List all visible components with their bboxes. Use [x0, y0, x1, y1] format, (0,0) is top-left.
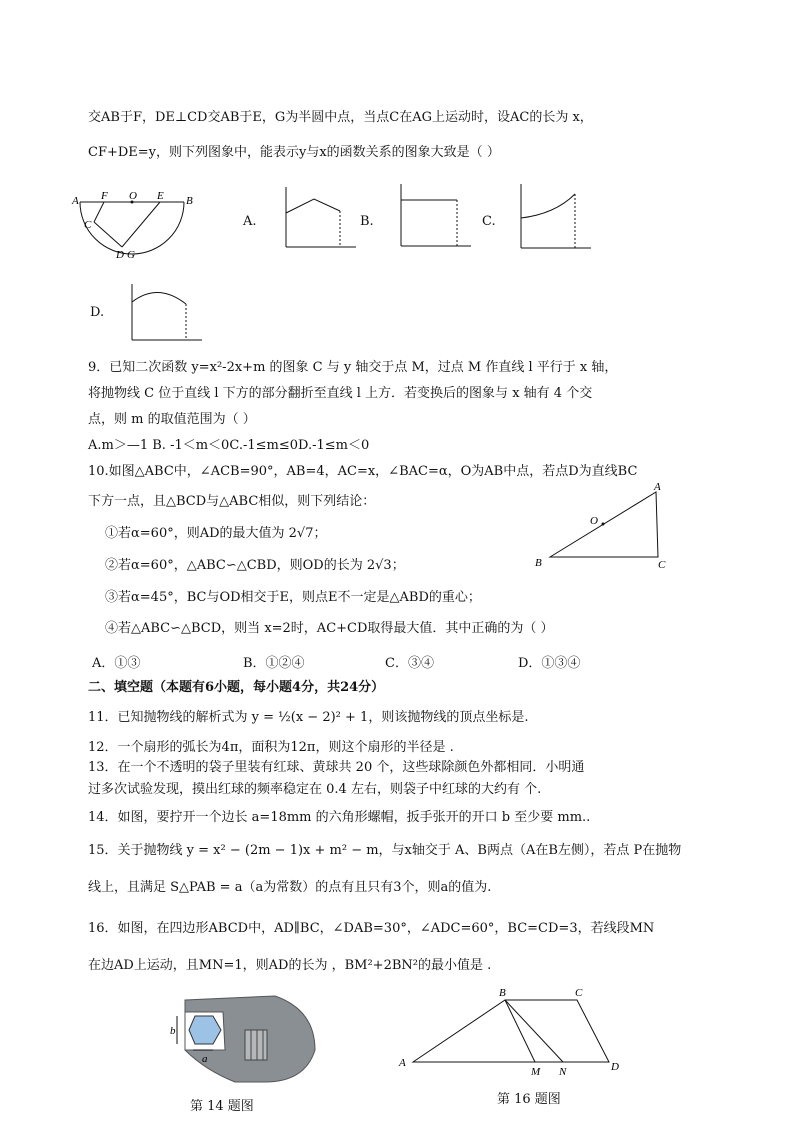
q10-choice-b: B．①②④ — [243, 656, 305, 671]
wrench-label-a: a — [202, 1053, 208, 1065]
q10-statement-4: ④若△ABC∽△BCD，则当 x=2时，AC+CD取得最大值．其中正确的为（ ） — [105, 621, 554, 636]
q9-line1: 9．已知二次函数 y=x²-2x+m 的图象 C 与 y 轴交于点 M，过点 M 作直线 l 平行于 x 轴， — [88, 360, 618, 375]
q9-line2: 将抛物线 C 位于直线 l 下方的部分翻折至直线 l 上方．若变换后的图象与 x 轴有 4 个交 — [88, 386, 593, 401]
q10-line2: 下方一点，且△BCD与△ABC相似，则下列结论： — [88, 494, 376, 509]
q16-line2: 在边AD上运动，且MN=1，则AD的长为 ，BM²+2BN²的最小值是 . — [88, 958, 492, 973]
quad-label-d: D — [611, 1061, 619, 1073]
option-c-label: C. — [482, 214, 496, 229]
q15-line1: 15．关于抛物线 y = x² − (2m − 1)x + m² − m，与x轴交于 A、B两点（A在B左侧），若点 P在抛物 — [88, 843, 682, 858]
q10-statement-2: ②若α=60°，△ABC∽△CBD，则OD的长为 2√3； — [105, 558, 405, 573]
graph-c — [505, 182, 595, 257]
label-a: A — [72, 195, 79, 207]
tri-label-b: B — [535, 557, 542, 569]
graph-d — [116, 282, 206, 347]
q9-line3: 点，则 m 的取值范围为（ ） — [88, 412, 256, 427]
label-b: B — [186, 195, 193, 207]
wrench-label-b: b — [170, 1025, 176, 1037]
q10-choice-d: D．①③④ — [518, 656, 581, 671]
fig16-caption: 第 16 题图 — [497, 1092, 561, 1107]
q10-statement-3: ③若α=45°，BC与OD相交于E，则点E不一定是△ABD的重心； — [105, 590, 481, 605]
quad-label-n: N — [559, 1066, 567, 1078]
graph-a — [270, 185, 360, 260]
q9-choices: A.m＞—1 B. -1＜m＜0C.-1≤m≤0D.-1≤m＜0 — [88, 438, 370, 453]
tri-label-a: A — [654, 481, 661, 493]
label-c: C — [84, 219, 92, 231]
quadrilateral-figure — [395, 984, 635, 1079]
quad-label-c: C — [575, 987, 583, 999]
q16-line1: 16．如图，在四边形ABCD中，AD∥BC，∠DAB=30°，∠ADC=60°，BC=CD=3，若线段MN — [88, 921, 655, 936]
graph-b — [385, 182, 475, 257]
label-o: O — [129, 190, 137, 202]
label-e: E — [157, 190, 164, 202]
q13-line1: 13．在一个不透明的袋子里装有红球、黄球共 20 个，这些球除颜色外都相同．小明通 — [88, 760, 585, 775]
quad-label-b: B — [499, 987, 506, 999]
fig14-caption: 第 14 题图 — [190, 1099, 254, 1114]
q12: 12．一个扇形的弧长为4π，面积为12π，则这个扇形的半径是 . — [88, 740, 454, 755]
wrench-figure — [165, 990, 325, 1090]
option-d-label: D. — [90, 305, 105, 320]
section-2-heading: 二、填空题（本题有6小题，每小题4分，共24分） — [88, 680, 385, 695]
q14: 14．如图，要拧开一个边长 a=18mm 的六角形螺帽，扳手张开的开口 b 至少要 mm.. — [88, 810, 591, 825]
label-d: D — [116, 249, 124, 261]
q10-line1: 10.如图△ABC中，∠ACB=90°，AB=4，AC=x，∠BAC=α，O为AB中点，若点D为直线BC — [88, 464, 638, 479]
q10-choice-c: C．③④ — [385, 656, 434, 671]
q10-choice-a: A．①③ — [92, 656, 141, 671]
quad-label-a: A — [399, 1057, 406, 1069]
q15-line2: 线上，且满足 S△PAB = a（a为常数）的点有且只有3个，则a的值为. — [88, 880, 492, 895]
q10-statement-1: ①若α=60°，则AD的最大值为 2√7； — [105, 526, 327, 541]
label-g: G — [127, 249, 135, 261]
q13-line2: 过多次试验发现，摸出红球的频率稳定在 0.4 左右，则袋子中红球的大约有 个. — [88, 782, 542, 797]
tri-label-c: C — [658, 559, 666, 571]
option-a-label: A. — [243, 214, 257, 229]
q8-line1: 交AB于F，DE⊥CD交AB于E，G为半圆中点，当点C在AG上运动时，设AC的长为 x， — [88, 110, 593, 125]
q11: 11．已知抛物线的解析式为 y = ½(x − 2)² + 1，则该抛物线的顶点坐标是. — [88, 710, 529, 725]
option-b-label: B. — [360, 214, 374, 229]
quad-label-m: M — [531, 1066, 541, 1078]
triangle-figure — [530, 482, 680, 572]
q8-line2: CF+DE=y，则下列图象中，能表示y与x的函数关系的图象大致是（ ） — [88, 145, 500, 160]
label-f: F — [101, 190, 108, 202]
tri-label-o: O — [590, 515, 598, 527]
semicircle-figure — [72, 190, 192, 260]
